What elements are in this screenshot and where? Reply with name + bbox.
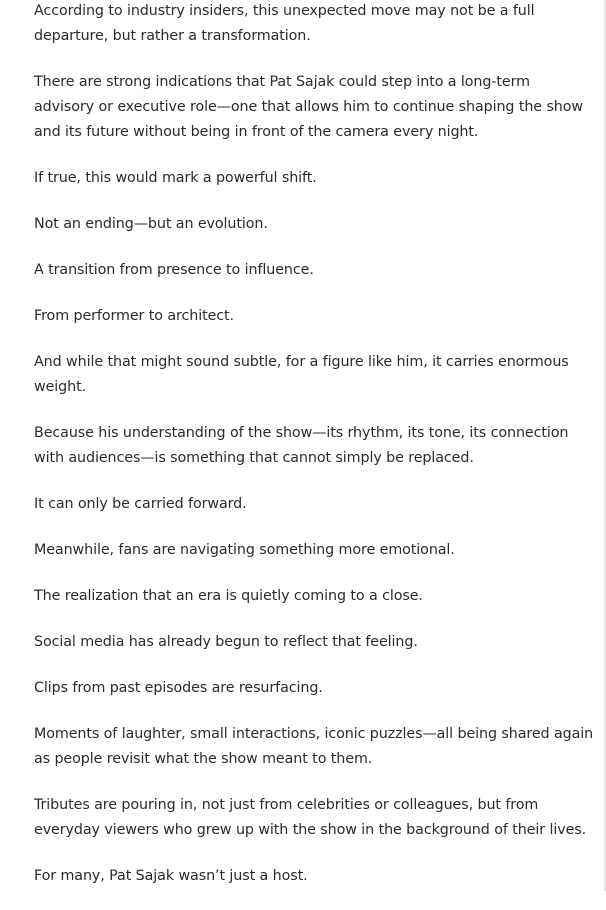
paragraph: Social media has already begun to reflect that feeling.: [34, 634, 418, 650]
article-body: [34, 0, 594, 910]
paragraph: A transition from presence to influence.: [34, 262, 314, 278]
paragraph: And while that might sound subtle, for a figure like him, it carries enormous weight.: [34, 354, 569, 395]
paragraph: Meanwhile, fans are navigating something more emotional.: [34, 542, 455, 558]
paragraph: Clips from past episodes are resurfacing.: [34, 680, 323, 696]
paragraph: There are strong indications that Pat Sajak could step into a long-term advisory or executive role—one that allows him to continue shaping the show and its future without being in front of the camera every night.: [34, 74, 583, 140]
paragraph: Because his understanding of the show—its rhythm, its tone, its connection with audiences—is something that cannot simply be replaced.: [34, 425, 569, 466]
paragraph: Not an ending—but an evolution.: [34, 216, 268, 232]
paragraph: It can only be carried forward.: [34, 496, 247, 512]
paragraph: According to industry insiders, this unexpected move may not be a full departure, but rather a transformation.: [34, 3, 535, 44]
paragraph: From performer to architect.: [34, 308, 234, 324]
paragraph: Tributes are pouring in, not just from celebrities or colleagues, but from everyday viewers who grew up with the show in the background of their lives.: [34, 797, 587, 838]
paragraph: The realization that an era is quietly coming to a close.: [34, 588, 423, 604]
paragraph: For many, Pat Sajak wasn’t just a host.: [34, 868, 308, 884]
paragraph: Moments of laughter, small interactions, iconic puzzles—all being shared again as people revisit what the show meant to them.: [34, 726, 594, 767]
paragraph: If true, this would mark a powerful shift.: [34, 170, 317, 186]
